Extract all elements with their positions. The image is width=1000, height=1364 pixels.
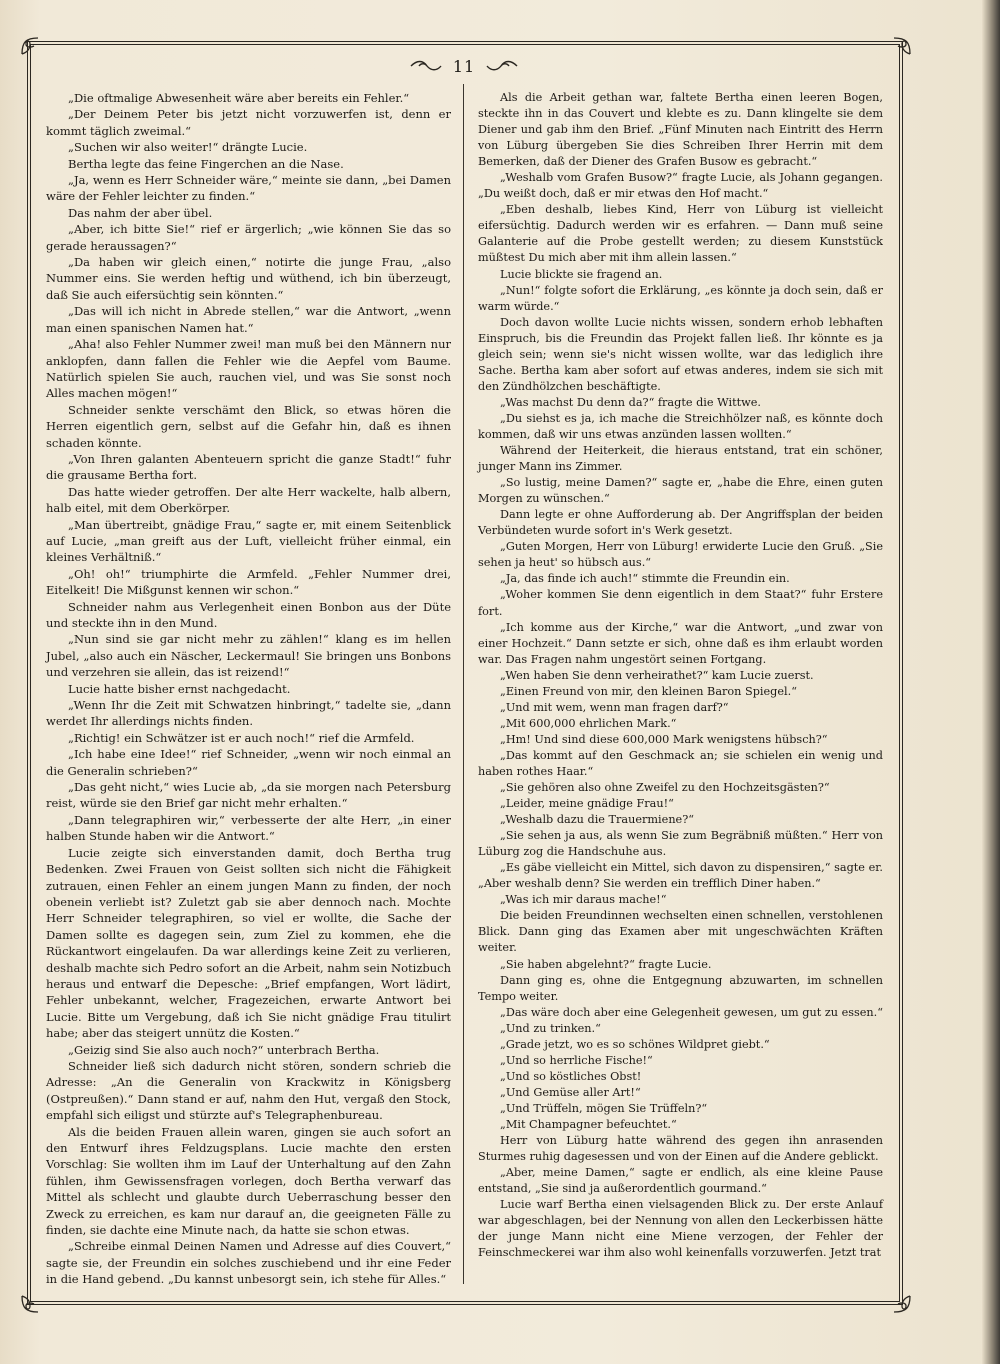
paragraph: Das nahm der aber übel. [68,205,213,220]
paragraph: „Da haben wir gleich einen,“ notirte die junge Frau, „also Nummer eins. Sie werden heftig und wüthend, ich bin überzeugt, daß Sie auch eifersüchtig sein könnten.“ [46,255,451,302]
paragraph: Dann ging es, ohne die Entgegnung abzuwarten, im schnellen Tempo weiter. [478,973,883,1003]
paragraph: „Und Trüffeln, mögen Sie Trüffeln?“ [500,1101,708,1115]
paragraph: „Man übertreibt, gnädige Frau,“ sagte er, mit einem Seitenblick auf Lucie, „man greift aus der Luft, vielleicht früher einmal, ein kleines Verhältniß.“ [46,517,451,565]
paragraph: „Aber, ich bitte Sie!“ rief er ärgerlich; „wie können Sie das so gerade heraussagen?“ [46,222,451,253]
paragraph: Herr von Lüburg hatte während des gegen ihn anrasenden Sturmes ruhig dagesessen und von der Einen auf die Andere geblickt. [478,1134,883,1164]
paragraph: „Guten Morgen, Herr von Lüburg! erwiderte Lucie den Gruß. „Sie sehen ja heut' so hübsch aus.“ [478,540,883,570]
paragraph: Schneider senkte verschämt den Blick, so etwas hören die Herren eigentlich gern, selbst auf die Gefahr hin, daß es ihnen schaden könnte. [46,402,451,450]
paragraph: Als die beiden Frauen allein waren, gingen sie auch sofort an den Entwurf ihres Feldzugsplans. Lucie machte den ersten Vorschlag: Sie wollten ihm im Lauf der Unterhaltung auf den Zahn fühlen, ihm Gewissensfragen vorlegen, doch Bertha verwarf das Mittel als schlecht und glaubte durch Ueberraschung besser den Zweck zu erreichen, es kam nur darauf an, die geeigneten Fälle zu finden, sie dachte eine Minute nach, da hatte sie schon etwas. [46,1124,451,1238]
paragraph: „Mit Champagner befeuchtet.“ [500,1118,677,1131]
paragraph: „Geizig sind Sie also auch noch?“ unterbrach Bertha. [68,1042,380,1057]
paragraph: „Einen Freund von mir, den kleinen Baron Spiegel.“ [500,684,797,698]
paragraph: „Es gäbe vielleicht ein Mittel, sich davon zu dispensiren,“ sagte er. „Aber weshalb denn? Sie werden ein trefflich Diner haben.“ [478,861,883,891]
paragraph: Die beiden Freundinnen wechselten einen schnellen, verstohlenen Blick. Dann ging das Examen aber mit ungeschwächten Kräften weiter. [478,909,883,955]
paragraph: Lucie hatte bisher ernst nachgedacht. [68,681,291,696]
paragraph: „Woher kommen Sie denn eigentlich in dem Staat?“ fuhr Erstere fort. [478,588,883,618]
paragraph: „Grade jetzt, wo es so schönes Wildpret giebt.“ [500,1037,770,1051]
paragraph: „Der Deinem Peter bis jetzt nicht vorzuwerfen ist, denn er kommt täglich zweimal.“ [46,107,451,138]
paragraph: „Wenn Ihr die Zeit mit Schwatzen hinbringt,“ tadelte sie, „dann werdet Ihr allerdings nichts finden. [46,698,451,729]
paragraph: Lucie blickte sie fragend an. [500,267,663,281]
paragraph: „Ich komme aus der Kirche,“ war die Antwort, „und zwar von einer Hochzeit.“ Dann setzte er sich, ohne daß es ihm erlaubt worden war. Das Fragen nahm ungestört seinen Fortgang. [478,620,883,666]
corner-flourish-icon [890,1292,914,1316]
paragraph: „Und zu trinken.“ [500,1021,601,1035]
paragraph: Lucie zeigte sich einverstanden damit, doch Bertha trug Bedenken. Zwei Frauen von Geist sollten sich nicht die Fähigkeit zutrauen, einen Fehler an einem jungen Mann zu finden, der noch obenein verliebt ist? Zuletzt gab sie aber dennoch nach. Mochte Herr Schneider telegraphiren, so viel er wollte, die Sache der Damen sollte es dagegen sein, zum Ziel zu kommen, ehe die Rückantwort eingelaufen. Da war allerdings keine Zeit zu verlieren, deshalb machte sich Pedro sofort an die Arbeit, nahm sein Notizbuch heraus und entwarf die Depesche: „Brief empfangen, Wort lädirt, Fehler unbekannt, welcher, Fragezeichen, erwarte Antwort bei Lucie. Bitte um Vergebung, daß ich Sie nicht gnädige Frau titulirt habe; aber das steigert unnütz die Kosten.“ [46,845,451,1041]
paragraph: „Ja, wenn es Herr Schneider wäre,“ meinte sie dann, „bei Damen wäre der Fehler leichter zu finden.“ [46,173,451,204]
left-flourish-icon [409,59,443,73]
column-divider [463,84,464,1284]
paragraph: „Richtig! ein Schwätzer ist er auch noch!“ rief die Armfeld. [68,730,415,745]
paragraph: „Schreibe einmal Deinen Namen und Adresse auf dies Couvert,“ sagte sie, der Freundin ein solches zuschiebend und ihr eine Feder in die Hand gebend. „Du kannst unbesorgt sein, ich stehe für Alles.“ [46,1239,451,1287]
paragraph: „Nun sind sie gar nicht mehr zu zählen!“ klang es im hellen Jubel, „also auch ein Näscher, Leckermaul! Sie bringen uns Bonbons und verzehren sie allein, das ist reizend!“ [46,632,451,680]
paragraph: „Sie haben abgelehnt?“ fragte Lucie. [500,957,712,971]
paragraph: „Aha! also Fehler Nummer zwei! man muß bei den Männern nur anklopfen, dann fallen die Fehler wie die Aepfel vom Baume. Natürlich spielen Sie auch, rauchen viel, und was Sie sonst noch Alles machen mögen!“ [46,337,451,401]
paragraph: „Das geht nicht,“ wies Lucie ab, „da sie morgen nach Petersburg reist, würde sie den Brief gar nicht mehr erhalten.“ [46,780,451,811]
paragraph: „Dann telegraphiren wir,“ verbesserte der alte Herr, „in einer halben Stunde haben wir die Antwort.“ [46,812,451,844]
paragraph: Lucie warf Bertha einen vielsagenden Blick zu. Der erste Anlauf war abgeschlagen, bei der Nennung von allen den Leckerbissen hätte der junge Mann nicht eine Miene verzogen, der Fehler der Feinschmeckerei war ihm also wohl keinenfalls vorzuwerfen. Jetzt trat [478,1198,883,1260]
paragraph: „Das kommt auf den Geschmack an; sie schielen ein wenig und haben rothes Haar.“ [478,748,883,778]
paragraph: Das hatte wieder getroffen. Der alte Herr wackelte, halb albern, halb eitel, mit dem Oberkörper. [46,484,451,516]
paragraph: „Aber, meine Damen,“ sagte er endlich, als eine kleine Pause entstand, „Sie sind ja außerordentlich gourmand.“ [478,1166,883,1196]
paragraph: Schneider ließ sich dadurch nicht stören, sondern schrieb die Adresse: „An die Generalin von Krackwitz in Königsberg (Ostpreußen).“ Dann stand er auf, nahm den Hut, vergaß den Stock, empfahl sich eiligst und stürzte auf's Telegraphenbureau. [46,1058,451,1123]
corner-flourish-icon [18,1292,42,1316]
paragraph: „Was machst Du denn da?“ fragte die Wittwe. [500,395,762,409]
paragraph: „Wen haben Sie denn verheirathet?“ kam Lucie zuerst. [500,668,814,682]
book-spine [982,0,1000,1364]
paragraph: „Weshalb vom Grafen Busow?“ fragte Lucie, als Johann gegangen. „Du weißt doch, daß er mir etwas den Hof macht.“ [478,171,883,201]
paragraph: „Und Gemüse aller Art!“ [500,1085,641,1099]
paragraph: „Weshalb dazu die Trauermiene?“ [500,813,695,827]
paragraph: „Die oftmalige Abwesenheit wäre aber bereits ein Fehler.“ [68,91,410,105]
paragraph: Dann legte er ohne Aufforderung ab. Der Angriffsplan der beiden Verbündeten wurde sofort in's Werk gesetzt. [478,508,883,538]
page-header [0,52,928,80]
paragraph: Als die Arbeit gethan war, faltete Bertha einen leeren Bogen, steckte ihn in das Couvert und klebte es zu. Dann klingelte sie dem Diener und gab ihm den Brief. „Fünf Minuten nach Eintritt des Herrn von Lüburg übergeben Sie dies Schreiben Ihrer Herrin mit dem Bemerken, daß der Diener des Grafen Busow es gebracht.“ [478,91,883,169]
left-column [46,90,451,1288]
paragraph: „Von Ihren galanten Abenteuern spricht die ganze Stadt!“ fuhr die grausame Bertha fort. [46,451,451,483]
paragraph: „Sie gehören also ohne Zweifel zu den Hochzeitsgästen?“ [500,781,830,795]
paragraph: „Und so herrliche Fische!“ [500,1053,653,1067]
paragraph: „Und so köstliches Obst! [500,1069,642,1083]
paragraph: Doch davon wollte Lucie nichts wissen, sondern erhob lebhaften Einspruch, bis die Freundin das Projekt fallen ließ. Ihr könnte es ja gleich sein; wenn sie's nicht wissen wollte, war das lediglich ihre Sache. Bertha kam aber sofort auf etwas anderes, indem sie sich mit den Zündhölzchen beschäftigte. [478,315,883,393]
paragraph: „Mit 600,000 ehrlichen Mark.“ [500,716,677,730]
paragraph: „So lustig, meine Damen?“ sagte er, „habe die Ehre, einen guten Morgen zu wünschen.“ [478,476,883,506]
paragraph: „Ja, das finde ich auch!“ stimmte die Freundin ein. [500,572,790,586]
right-column [478,90,883,1261]
paragraph: „Was ich mir daraus mache!“ [500,893,667,907]
paragraph: „Das wäre doch aber eine Gelegenheit gewesen, um gut zu essen.“ [500,1005,883,1019]
paragraph: „Hm! Und sind diese 600,000 Mark wenigstens hübsch?“ [500,732,828,746]
paragraph: „Nun!“ folgte sofort die Erklärung, „es könnte ja doch sein, daß er warm würde.“ [478,283,883,313]
paragraph: „Das will ich nicht in Abrede stellen,“ war die Antwort, „wenn man einen spanischen Namen hat.“ [46,304,451,335]
right-flourish-icon [485,59,519,73]
paragraph: „Und mit wem, wenn man fragen darf?“ [500,700,729,714]
paragraph: Während der Heiterkeit, die hieraus entstand, trat ein schöner, junger Mann ins Zimmer. [478,444,883,474]
page-number: 11 [452,56,476,76]
paragraph: Schneider nahm aus Verlegenheit einen Bonbon aus der Düte und steckte ihn in den Mund. [46,599,451,630]
paragraph: „Ich habe eine Idee!“ rief Schneider, „wenn wir noch einmal an die Generalin schrieben?“ [46,747,451,778]
paragraph: Bertha legte das feine Fingerchen an die Nase. [68,156,344,171]
paragraph: „Sie sehen ja aus, als wenn Sie zum Begräbniß müßten.“ Herr von Lüburg zog die Handschuhe aus. [478,829,883,859]
paragraph: „Oh! oh!“ triumphirte die Armfeld. „Fehler Nummer drei, Eitelkeit! Die Mißgunst kennen wir schon.“ [46,566,451,598]
paragraph: „Du siehst es ja, ich mache die Streichhölzer naß, es könnte doch kommen, daß wir uns etwas anzünden lassen wollten.“ [478,411,883,441]
paragraph: „Eben deshalb, liebes Kind, Herr von Lüburg ist vielleicht eifersüchtig. Dadurch werden wir es erfahren. — Dann muß seine Galanterie auf die Probe gestellt werden; zu diesem Kunststück müßtest Du mich aber mit ihm allein lassen.“ [478,203,883,265]
paragraph: „Suchen wir also weiter!“ drängte Lucie. [68,140,308,155]
paragraph: „Leider, meine gnädige Frau!“ [500,797,674,811]
